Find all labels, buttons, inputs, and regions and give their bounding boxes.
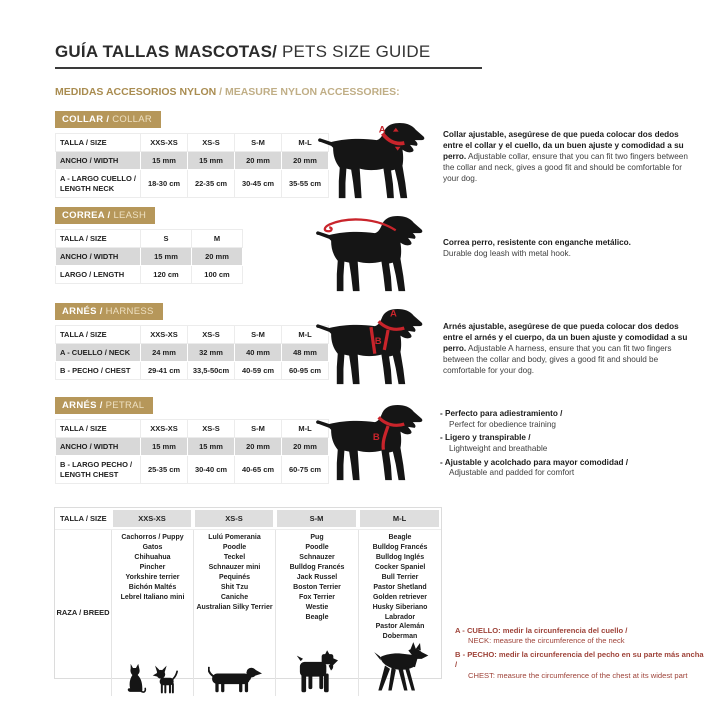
breed-item: Bichón Maltés: [128, 583, 177, 591]
breed-column-xxs-xs: [111, 530, 193, 696]
breed-item: Australian Silky Terrier: [196, 603, 273, 611]
breed-column-s-m: [275, 530, 358, 696]
breed-table-body: [55, 530, 441, 678]
table-header-row: TALLA / SIZE S M: [56, 230, 243, 248]
breed-item: Doberman: [382, 633, 418, 641]
breed-item: Beagle: [388, 534, 412, 541]
petral-section-badge: ARNÉS / PETRAL: [55, 397, 153, 414]
petral-features-list: [440, 409, 696, 482]
breed-item: Chihuahua: [134, 553, 171, 561]
breed-item: Pequinés: [218, 573, 251, 581]
breed-item: Lulú Pomerania: [208, 534, 261, 541]
cat-silhouette-icon: [126, 663, 147, 694]
size-header-xs-s: XS-S: [195, 510, 273, 527]
breed-item: Lebrel Italiano mini: [120, 593, 185, 601]
breed-column-m-l: [358, 530, 441, 696]
breed-item: Jack Russel: [296, 573, 338, 581]
breed-item: Pastor Shetland: [373, 583, 427, 591]
breed-item: Schnauzer mini: [208, 563, 261, 571]
page-title-en: PETS SIZE GUIDE: [277, 42, 431, 61]
dog-with-petral-icon: [314, 404, 428, 484]
breed-item: Teckel: [223, 553, 246, 561]
breed-item: Poodle: [222, 543, 247, 551]
breed-item: Gatos: [142, 543, 163, 551]
size-header-xxs-xs: XXS-XS: [113, 510, 191, 527]
breed-item: Yorkshire terrier: [125, 573, 180, 581]
petral-marker-b: B: [372, 432, 380, 444]
list-item: - Ajustable y acolchado para mayor comodidad / Adjustable and padded for comfort: [440, 457, 629, 478]
schnauzer-silhouette-icon: [296, 650, 338, 694]
dog-with-collar-icon: [316, 122, 430, 202]
doberman-silhouette-icon: [370, 642, 430, 694]
collar-marker-a: A: [378, 124, 386, 136]
breed-item: Golden retriever: [372, 593, 428, 601]
breed-item: Bulldog Francés: [372, 543, 428, 551]
breed-column-xs-s: [193, 530, 275, 696]
breed-item: Boston Terrier: [293, 583, 341, 591]
breed-item: Labrador: [384, 613, 416, 621]
table-header-row: TALLA / SIZE XXS-XS XS-S S-M M-L: [56, 134, 329, 152]
breed-item: Bulldog Inglés: [375, 553, 425, 561]
table-row: ANCHO / WIDTH 15 mm 15 mm 20 mm 20 mm: [56, 438, 329, 456]
page-title: [55, 42, 482, 69]
leash-section-badge: CORREA / LEASH: [55, 207, 155, 224]
breed-item: Cocker Spaniel: [374, 563, 426, 571]
note-neck: A - CUELLO: medir la circunferencia del cuello / NECK: measure the circumference of the neck: [455, 626, 628, 646]
petral-size-table: [55, 419, 329, 484]
harness-marker-b: B: [374, 336, 382, 348]
table-header-row: TALLA / SIZE XXS-XS XS-S S-M M-L: [56, 326, 329, 344]
list-item: - Ligero y transpirable / Lightweight and breathable: [440, 433, 548, 453]
breed-item: Shit Tzu: [220, 583, 249, 591]
table-row: B - LARGO PECHO / LENGTH CHEST 25-35 cm 30-40 cm 40-65 cm 60-75 cm: [56, 456, 329, 484]
page-subtitle-en: / MEASURE NYLON ACCESSORIES:: [216, 86, 400, 98]
table-row: A - CUELLO / NECK 24 mm 32 mm 40 mm 48 mm: [56, 344, 329, 362]
table-row: A - LARGO CUELLO / LENGTH NECK 18-30 cm 22-35 cm 30-45 cm 35-55 cm: [56, 170, 329, 198]
breed-item: Bull Terrier: [381, 573, 419, 581]
table-row: LARGO / LENGTH 120 cm 100 cm: [56, 266, 243, 284]
dog-with-leash-icon: [314, 215, 428, 295]
breed-item: Poodle: [305, 543, 329, 551]
harness-description: Arnés ajustable, asegúrese de que pueda colocar dos dedos entre el arnés y el cuerpo, da un buen ajuste y comodidad a su perro. Adjustable A harness, ensure that you can fit two fingers between the collar and body, gives a good fit and should be comfortable for your dog.: [443, 322, 688, 375]
measurement-notes: [455, 626, 707, 684]
leash-description: Correa perro, resistente con enganche metálico. Durable dog leash with metal hook.: [443, 238, 631, 258]
breed-item: Fox Terrier: [298, 593, 336, 601]
breed-item: Bulldog Francés: [289, 563, 345, 571]
dachshund-silhouette-icon: [208, 666, 262, 694]
page-subtitle: [55, 86, 400, 98]
breed-row-label: RAZA / BREED: [56, 608, 110, 618]
table-row: ANCHO / WIDTH 15 mm 15 mm 20 mm 20 mm: [56, 152, 329, 170]
table-row: ANCHO / WIDTH 15 mm 20 mm: [56, 248, 243, 266]
breed-item: Pincher: [139, 563, 166, 571]
breed-item: Pug: [310, 534, 324, 541]
breed-table-header: TALLA / SIZE XXS-XS XS-S S-M M-L: [55, 508, 441, 530]
harness-section-badge: ARNÉS / HARNESS: [55, 303, 163, 320]
breed-item: Schnauzer: [299, 553, 335, 561]
breed-item: Westie: [305, 603, 329, 611]
breed-item: Beagle: [305, 613, 329, 621]
table-row: B - PECHO / CHEST 29-41 cm 33,5-50cm 40-59 cm 60-95 cm: [56, 362, 329, 380]
harness-marker-a: A: [390, 308, 397, 320]
harness-size-table: [55, 325, 329, 380]
table-header-row: TALLA / SIZE XXS-XS XS-S S-M M-L: [56, 420, 329, 438]
breed-item: Caniche: [220, 593, 249, 601]
page-subtitle-es: MEDIDAS ACCESORIOS NYLON: [55, 86, 217, 98]
note-chest: B - PECHO: medir la circunferencia del pecho en su parte más ancha / CHEST: measure the circumference of the chest at its widest part: [455, 649, 704, 680]
breed-item: Husky Siberiano: [372, 603, 428, 611]
breed-item: Pastor Alemán: [375, 623, 425, 631]
leash-size-table: [55, 229, 243, 284]
size-header-s-m: S-M: [277, 510, 356, 527]
collar-section-badge: COLLAR / COLLAR: [55, 111, 161, 128]
breed-table: [54, 507, 442, 679]
collar-size-table: [55, 133, 329, 198]
list-item: - Perfecto para adiestramiento / Perfect for obedience training: [440, 409, 563, 429]
chihuahua-silhouette-icon: [152, 665, 179, 694]
breed-item: Cachorros / Puppy: [121, 534, 184, 541]
page-title-es: GUÍA TALLAS MASCOTAS/: [55, 42, 278, 61]
size-header-m-l: M-L: [360, 510, 439, 527]
collar-description: Collar ajustable, asegúrese de que pueda colocar dos dedos entre el collar y el cuello, da un buen ajuste y comodidad a su perro. Adjustable collar, ensure that you can fit two fingers between the collar and neck, gives a good fit and should be comfortable for your dog.: [443, 130, 688, 183]
dog-with-harness-icon: [314, 308, 428, 388]
